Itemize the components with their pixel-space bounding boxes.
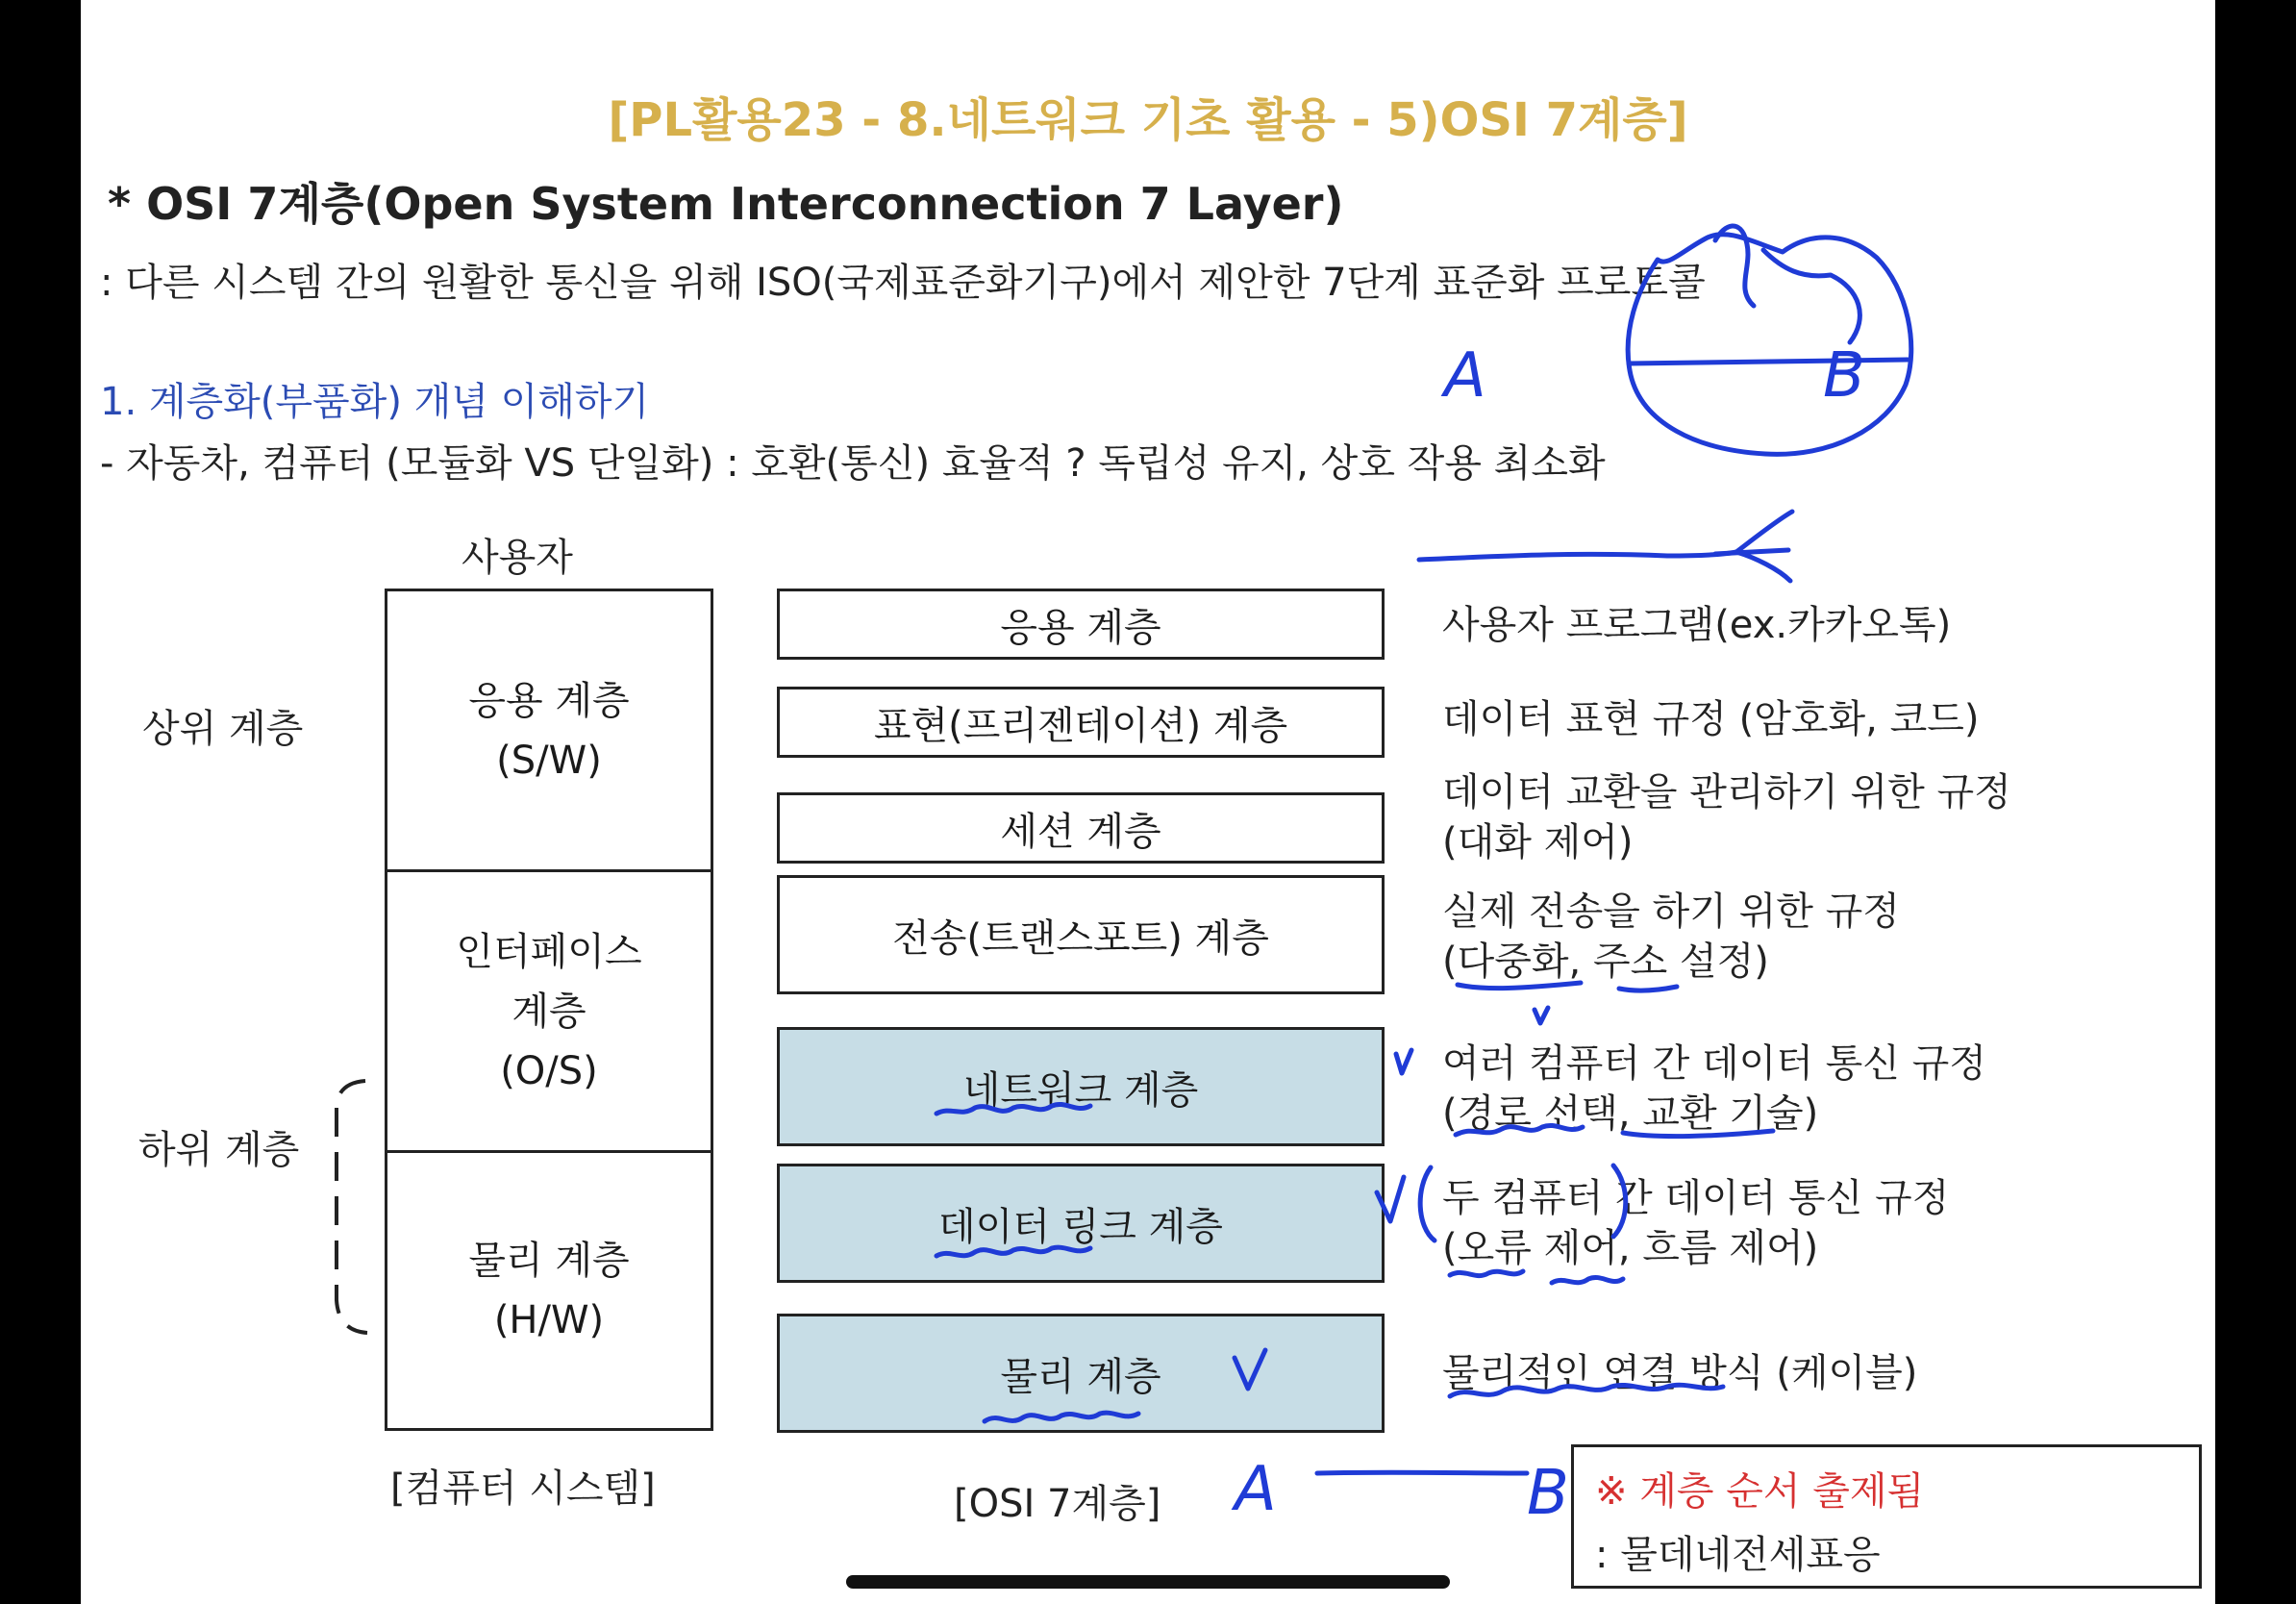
- lower-layer-label: 하위 계층: [138, 1128, 300, 1172]
- section-detail: - 자동차, 컴퓨터 (모듈화 VS 단일화) : 호환(통신) 효율적 ? 독립성 유지, 상호 작용 최소화: [100, 441, 1606, 486]
- note-title: ※ 계층 순서 출제됨: [1595, 1469, 1925, 1514]
- desc-line: (다중화, 주소 설정): [1442, 940, 1769, 984]
- segment-line: (S/W): [496, 738, 602, 783]
- slide-title: [PL활용23 - 8.네트워크 기초 활용 - 5)OSI 7계층]: [608, 93, 1688, 147]
- desc-line: 데이터 표현 규정 (암호화, 코드): [1442, 697, 1980, 741]
- layer-desc-network: [1442, 1039, 1986, 1139]
- section-title: 1. 계층화(부품화) 개념 이해하기: [100, 380, 650, 424]
- segment-line: 계층: [512, 989, 586, 1034]
- desc-line: 사용자 프로그램(ex.카카오톡): [1442, 603, 1952, 647]
- desc-line: (경로 선택, 교환 기술): [1442, 1091, 1819, 1136]
- desc-line: 실제 전송을 하기 위한 규정: [1442, 890, 1900, 934]
- exam-note-box: [1571, 1444, 2202, 1589]
- desc-line: 데이터 교환을 관리하기 위한 규정: [1442, 770, 2011, 815]
- layer-desc-physical: [1442, 1348, 1917, 1398]
- segment-line: 응용 계층: [468, 678, 630, 723]
- osi-caption: [OSI 7계층]: [954, 1482, 1161, 1526]
- osi-layer-presentation: 표현(프리젠테이션) 계층: [777, 687, 1385, 758]
- user-label: 사용자: [462, 536, 573, 580]
- desc-line: (오류 제어, 흐름 제어): [1442, 1226, 1819, 1270]
- osi-layer-session: 세션 계층: [777, 792, 1385, 864]
- system-segment-os: [387, 872, 711, 1153]
- ink-label-b-top: B: [1823, 340, 1865, 412]
- layer-desc-session: [1442, 767, 2011, 867]
- layer-desc-application: [1442, 600, 1951, 650]
- osi-layer-transport: 전송(트랜스포트) 계층: [777, 875, 1385, 994]
- system-segment-software: [387, 591, 711, 872]
- osi-layer-datalink: 데이터 링크 계층: [777, 1164, 1385, 1283]
- osi-layer-application: 응용 계층: [777, 589, 1385, 660]
- system-caption: [컴퓨터 시스템]: [390, 1466, 656, 1511]
- layer-desc-datalink: [1442, 1173, 1949, 1273]
- note-body: : 물데네전세표응: [1595, 1533, 1881, 1577]
- osi-layer-network: 네트워크 계층: [777, 1027, 1385, 1146]
- ink-label-b-bottom: B: [1527, 1458, 1569, 1529]
- ink-label-a-bottom: A: [1235, 1454, 1277, 1525]
- segment-line: 물리 계층: [468, 1239, 630, 1283]
- upper-layer-label: 상위 계층: [142, 707, 304, 751]
- heading-description: : 다른 시스템 간의 원활한 통신을 위해 ISO(국제표준화기구)에서 제안한 7단계 표준화 프로토콜: [100, 261, 1706, 305]
- desc-line: 두 컴퓨터 간 데이터 통신 규정: [1442, 1176, 1950, 1220]
- lecture-slide: [81, 0, 2215, 1604]
- segment-line: (H/W): [493, 1298, 605, 1342]
- ink-label-a-top: A: [1444, 340, 1486, 412]
- layer-desc-presentation: [1442, 694, 1979, 744]
- main-heading: * OSI 7계층(Open System Interconnection 7 Layer): [108, 178, 1344, 230]
- system-segment-hardware: [387, 1153, 711, 1428]
- segment-line: 인터페이스: [456, 929, 642, 974]
- home-indicator[interactable]: [846, 1575, 1450, 1589]
- desc-line: 물리적인 연결 방식 (케이블): [1442, 1351, 1918, 1395]
- segment-line: (O/S): [500, 1048, 598, 1093]
- desc-line: 여러 컴퓨터 간 데이터 통신 규정: [1442, 1041, 1986, 1086]
- osi-layer-physical: 물리 계층: [777, 1314, 1385, 1433]
- computer-system-stack: [385, 589, 713, 1431]
- layer-desc-transport: [1442, 887, 1900, 987]
- desc-line: (대화 제어): [1442, 820, 1634, 865]
